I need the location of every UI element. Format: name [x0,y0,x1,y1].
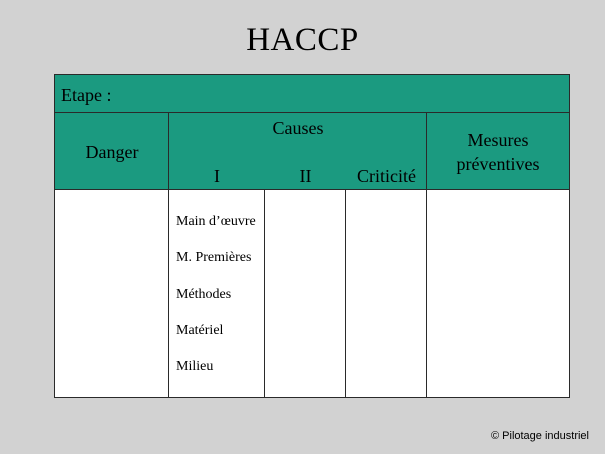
divider-i-ii [264,190,265,397]
cause-item-materiel: Matériel [176,323,224,338]
cause-item-milieu: Milieu [176,359,214,374]
cause-item-main-oeuvre: Main d’œuvre [176,214,256,229]
etape-row [55,75,569,113]
header-col-ii: II [299,166,312,186]
etape-label: Etape : [61,85,112,105]
header-danger: Danger [85,142,139,162]
cause-item-matieres-premieres: M. Premières [176,250,252,265]
copyright-notice: © Pilotage industriel [491,430,589,442]
header-causes: Causes [272,118,324,138]
cause-item-methodes: Méthodes [176,287,232,302]
header-mesures-line1: Mesures [467,130,529,150]
haccp-table [54,74,570,398]
divider-ii-criticite [345,190,346,397]
slide-title: HACCP [246,22,359,58]
header-row [55,113,569,190]
divider-causes-mesures [426,113,427,397]
header-col-i: I [214,166,220,186]
divider-danger-causes [168,113,169,397]
header-mesures-line2: préventives [456,154,540,174]
header-criticite: Criticité [357,166,416,186]
